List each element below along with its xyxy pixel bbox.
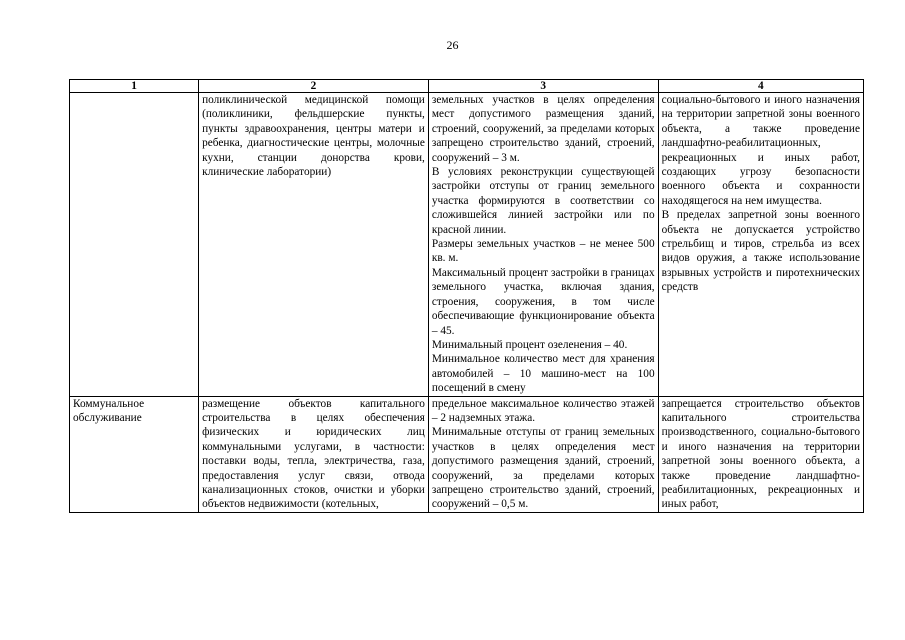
table-cell xyxy=(70,93,199,397)
table-cell xyxy=(428,396,658,512)
cell-text: социально-бытового и иного назначения на территории запретной зоны военного объекта, а также проведение ландшафтно-реабилитационных, рекреационных и иных работ, создающих угрозу безопасности военного объекта и сохранности находящегося на нем имущества. В пределах запретной зоны военного объекта не допускается устройство стрельбищ и тиров, стрельба из всех видов оружия, а также использование взрывных устройств и пиротехнических средств xyxy=(661,94,860,294)
table-row xyxy=(70,93,864,397)
table-cell xyxy=(428,93,658,397)
cell-text: Коммунальное обслуживание xyxy=(73,397,145,424)
regulations-table xyxy=(69,79,864,513)
column-header: 4 xyxy=(658,80,863,93)
cell-text: запрещается строительство объектов капитального строительства производственного, социально-бытового и иного назначения на территории запретной зоны военного объекта, а также проведение ландшафтно-реабилитационных, рекреационных и иных работ, xyxy=(661,397,860,511)
table-cell xyxy=(70,396,199,512)
column-header: 3 xyxy=(428,80,658,93)
cell-text: поликлинической медицинской помощи (поликлиники, фельдшерские пункты, пункты здравоохранения, центры матери и ребенка, диагностические центры, молочные кухни, станции донорства крови, клинические лаборатории) xyxy=(202,94,425,179)
column-header: 2 xyxy=(199,80,429,93)
cell-text: земельных участков в целях определения мест допустимого размещения зданий, строений, сооружений, за пределами которых запрещено строительство зданий, строений, сооружений – 3 м. В условиях реконструкции существующей застройки отступы от границ земельного участка формируются в соответствии со сложившейся линией застройки или по красной линии. Размеры земельных участков – не менее 500 кв. м. Максимальный процент застройки в границах земельного участка, включая здания, строения, сооружения, в том числе обеспечивающие функционирование объекта – 45. Минимальный процент озеленения – 40. Минимальное количество мест для хранения автомобилей – 10 машино-мест на 100 посещений в смену xyxy=(431,94,655,395)
table-cell xyxy=(658,396,863,512)
table-cell xyxy=(658,93,863,397)
cell-text: предельное максимальное количество этажей – 2 надземных этажа. Минимальные отступы от границ земельных участков в целях определения мест допустимого размещения зданий, строений, сооружений, за пределами которых запрещено строительство зданий, строений, сооружений – 0,5 м. xyxy=(431,397,655,511)
table-cell xyxy=(199,93,429,397)
table-header-row xyxy=(70,80,864,93)
table-cell xyxy=(199,396,429,512)
table-row xyxy=(70,396,864,512)
page-number: 26 xyxy=(446,38,459,52)
column-header: 1 xyxy=(70,80,199,93)
cell-text: размещение объектов капитального строительства в целях обеспечения физических и юридических лиц коммунальными услугами, в частности: поставки воды, тепла, электричества, газа, предоставления услуг связи, отвода канализационных стоков, очистки и уборки объектов недвижимости (котельных, xyxy=(202,397,425,511)
